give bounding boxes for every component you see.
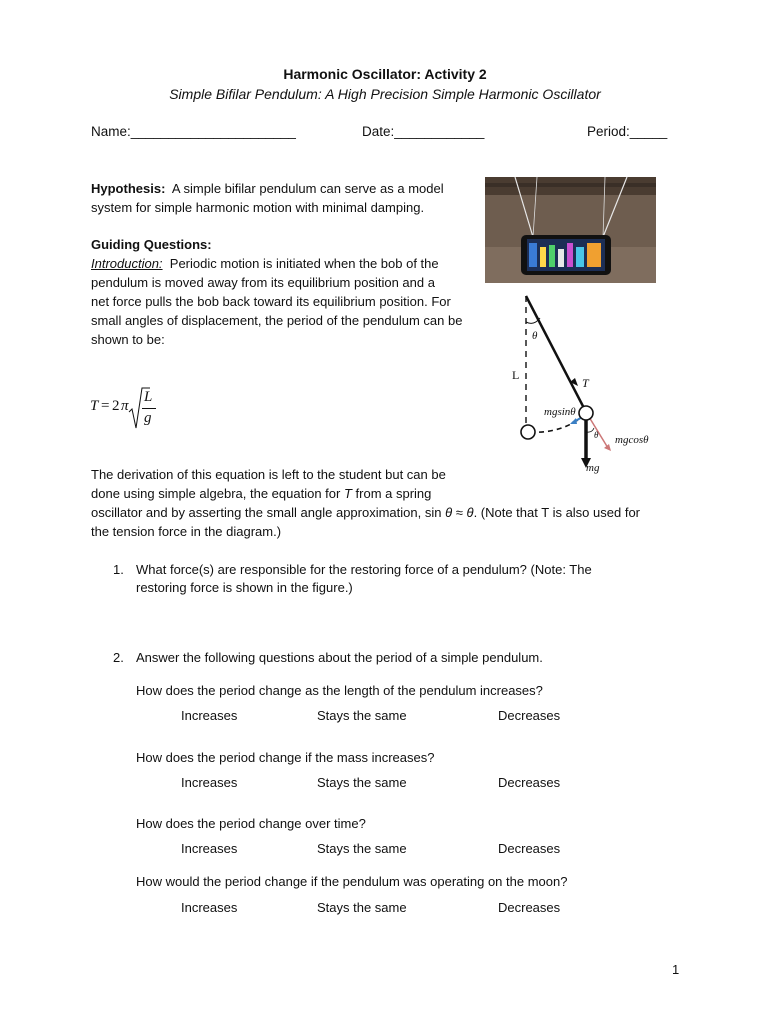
period-equation bbox=[90, 386, 170, 432]
diagram-mg-label: mg bbox=[586, 462, 600, 474]
derivation-theta-1: θ bbox=[445, 505, 453, 520]
derivation-theta-2: θ bbox=[466, 505, 474, 520]
equation-lhs: T bbox=[90, 398, 99, 414]
diagram-tension-label: T bbox=[582, 376, 589, 390]
diagram-small-theta-label: θ bbox=[594, 430, 599, 440]
derivation-text-3a: oscillator and by asserting the small angle approximation, sin bbox=[91, 505, 446, 520]
diagram-mgcos-label: mgcosθ bbox=[615, 434, 649, 446]
equation-numerator: L bbox=[144, 389, 153, 405]
derivation-line-4: the tension force in the diagram.) bbox=[91, 524, 282, 539]
subq-3-text: How does the period change over time? bbox=[136, 816, 366, 831]
derivation-line-2 bbox=[91, 484, 431, 503]
fraction-bar bbox=[142, 408, 156, 409]
subq-3-option-increases[interactable]: Increases bbox=[181, 841, 238, 856]
subq-2-text: How does the period change if the mass increases? bbox=[136, 750, 435, 765]
hypothesis-line-2: system for simple harmonic motion with minimal damping. bbox=[91, 200, 425, 215]
q1-line-1: What force(s) are responsible for the restoring force of a pendulum? (Note: The bbox=[136, 562, 592, 577]
intro-line-5: shown to be: bbox=[91, 332, 165, 347]
intro-line-4: small angles of displacement, the period of the pendulum can be bbox=[91, 313, 463, 328]
subq-3-option-decreases[interactable]: Decreases bbox=[498, 841, 561, 856]
document-subtitle: Simple Bifilar Pendulum: A High Precision Simple Harmonic Oscillator bbox=[169, 86, 601, 102]
q2-text: Answer the following questions about the period of a simple pendulum. bbox=[136, 650, 543, 665]
subq-1-option-increases[interactable]: Increases bbox=[181, 708, 238, 723]
intro-line-3: net force pulls the bob back toward its equilibrium position. For bbox=[91, 294, 451, 309]
q1-line-2: restoring force is shown in the figure.) bbox=[136, 580, 353, 595]
hypothesis-line-1 bbox=[91, 179, 444, 198]
derivation-text-2a: done using simple algebra, the equation for bbox=[91, 486, 344, 501]
subq-2-option-same[interactable]: Stays the same bbox=[317, 775, 407, 790]
hypothesis-label: Hypothesis: bbox=[91, 181, 166, 196]
date-field: Date:____________ bbox=[362, 124, 485, 139]
subq-1-option-decreases[interactable]: Decreases bbox=[498, 708, 561, 723]
intro-text-1: Periodic motion is initiated when the bob of the bbox=[169, 256, 439, 271]
equation-pi: π bbox=[121, 398, 129, 414]
subq-1-option-same[interactable]: Stays the same bbox=[317, 708, 407, 723]
guiding-questions-heading: Guiding Questions: bbox=[91, 237, 212, 252]
derivation-var-t: T bbox=[343, 486, 352, 501]
document-title: Harmonic Oscillator: Activity 2 bbox=[283, 66, 487, 82]
subq-2-option-increases[interactable]: Increases bbox=[181, 775, 238, 790]
intro-line-2: pendulum is moved away from its equilibrium position and a bbox=[91, 275, 435, 290]
q2-number: 2. bbox=[113, 650, 124, 665]
subq-4-text: How would the period change if the pendulum was operating on the moon? bbox=[136, 874, 568, 889]
pendulum-diagram bbox=[500, 290, 665, 480]
subq-4-option-increases[interactable]: Increases bbox=[181, 900, 238, 915]
subq-4-option-decreases[interactable]: Decreases bbox=[498, 900, 561, 915]
derivation-text-2b: from a spring bbox=[351, 486, 432, 501]
subq-4-option-same[interactable]: Stays the same bbox=[317, 900, 407, 915]
name-field: Name:______________________ bbox=[91, 124, 296, 139]
derivation-approx: ≈ bbox=[452, 505, 467, 520]
period-field: Period:_____ bbox=[587, 124, 668, 139]
q1-number: 1. bbox=[113, 562, 124, 577]
subq-2-option-decreases[interactable]: Decreases bbox=[498, 775, 561, 790]
pendulum-photo-drawing bbox=[485, 177, 656, 283]
subq-1-text: How does the period change as the length of the pendulum increases? bbox=[136, 683, 543, 698]
hypothesis-text-1: A simple bifilar pendulum can serve as a model bbox=[171, 181, 444, 196]
diagram-theta-label: θ bbox=[532, 330, 538, 342]
subq-3-option-same[interactable]: Stays the same bbox=[317, 841, 407, 856]
derivation-text-3c: . (Note that T is also used for bbox=[473, 505, 640, 520]
intro-line-1 bbox=[91, 254, 439, 273]
equation-two: 2 bbox=[112, 398, 120, 414]
intro-label: Introduction: bbox=[91, 256, 163, 271]
page-number: 1 bbox=[672, 962, 680, 977]
pendulum-photo bbox=[485, 177, 656, 283]
equation-denominator: g bbox=[144, 410, 152, 426]
equation-equals: = bbox=[101, 398, 110, 414]
diagram-length-label: L bbox=[512, 368, 520, 382]
derivation-line-3 bbox=[91, 503, 640, 522]
diagram-mgsin-label: mgsinθ bbox=[544, 406, 576, 418]
derivation-line-1: The derivation of this equation is left to the student but can be bbox=[91, 467, 446, 482]
